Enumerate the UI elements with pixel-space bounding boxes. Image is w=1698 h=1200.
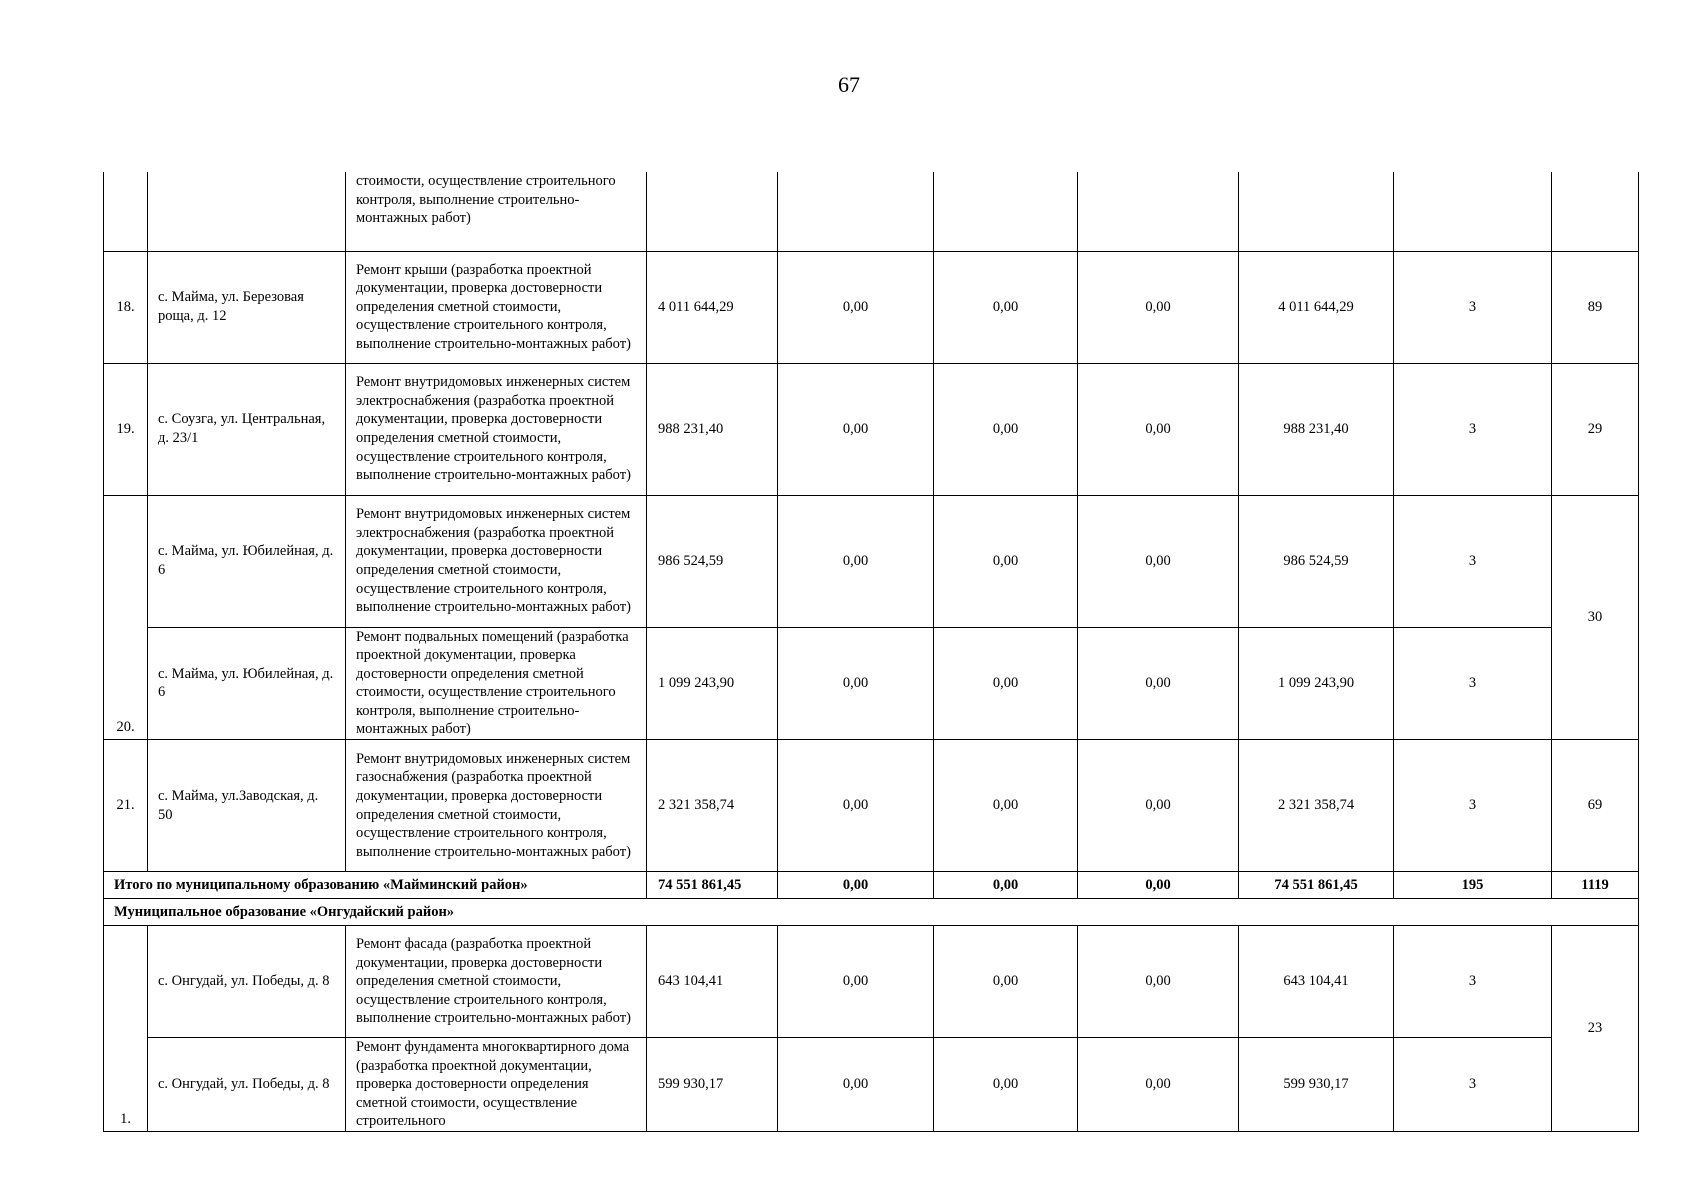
- work-description: Ремонт фундамента многоквартирного дома (разработка проектной документации, проверка достоверности определения сметной стоимости, осуществление строительного: [346, 1038, 647, 1132]
- total-label: Итого по муниципальному образованию «Майминский район»: [104, 872, 647, 899]
- cost-col-3: 0,00: [1078, 251, 1239, 363]
- cost-col-2: 0,00: [934, 363, 1078, 495]
- work-description: Ремонт фасада (разработка проектной документации, проверка достоверности определения сметной стоимости, осуществление строительного контроля, выполнение строительно-монтажных работ): [346, 926, 647, 1038]
- cost-col-1: 0,00: [778, 926, 934, 1038]
- cost-col-4: 643 104,41: [1239, 926, 1394, 1038]
- cost-col-3: 0,00: [1078, 627, 1239, 740]
- address: с. Майма, ул. Березовая роща, д. 12: [148, 251, 346, 363]
- cost-col-4: 986 524,59: [1239, 495, 1394, 627]
- total-cost: 988 231,40: [647, 363, 778, 495]
- address: с. Майма, ул.Заводская, д. 50: [148, 740, 346, 872]
- section-row: [104, 899, 1639, 926]
- count-col-1: 3: [1394, 926, 1552, 1038]
- row-number: 20.: [104, 495, 148, 740]
- count-col-1: 3: [1394, 495, 1552, 627]
- count-col-2: 23: [1552, 926, 1639, 1132]
- cost-col-1: 0,00: [778, 251, 934, 363]
- cost-col-1: 0,00: [778, 363, 934, 495]
- cost-col-4: 599 930,17: [1239, 1038, 1394, 1132]
- table-row: [104, 172, 1639, 251]
- capital-repair-table: [103, 172, 1639, 1132]
- work-description: стоимости, осуществление строительного контроля, выполнение строительно-монтажных работ): [346, 172, 647, 251]
- count-col-1: 3: [1394, 251, 1552, 363]
- section-title: Муниципальное образование «Онгудайский район»: [104, 899, 1639, 926]
- cost-col-4: 4 011 644,29: [1239, 251, 1394, 363]
- cost-col-1: 0,00: [778, 495, 934, 627]
- row-number: 21.: [104, 740, 148, 872]
- cost-col-1: 0,00: [778, 1038, 934, 1132]
- cost-col-3: 0,00: [1078, 872, 1239, 899]
- count-col-2: 69: [1552, 740, 1639, 872]
- cost-col-4: 2 321 358,74: [1239, 740, 1394, 872]
- total-cost: 986 524,59: [647, 495, 778, 627]
- cost-col-1: 0,00: [778, 627, 934, 740]
- cost-col-2: 0,00: [934, 627, 1078, 740]
- cost-col-1: 0,00: [778, 740, 934, 872]
- work-description: Ремонт внутридомовых инженерных систем газоснабжения (разработка проектной документации, проверка достоверности определения сметной стоимости, осуществление строительного контроля, выполнение строительно-монтажных работ): [346, 740, 647, 872]
- address: с. Соузга, ул. Центральная, д. 23/1: [148, 363, 346, 495]
- table-row: [104, 740, 1639, 872]
- row-number: 1.: [104, 926, 148, 1132]
- cost-col-4: 74 551 861,45: [1239, 872, 1394, 899]
- table-row: [104, 363, 1639, 495]
- address: с. Майма, ул. Юбилейная, д. 6: [148, 627, 346, 740]
- cost-col-2: 0,00: [934, 872, 1078, 899]
- cost-col-3: 0,00: [1078, 1038, 1239, 1132]
- cost-col-2: 0,00: [934, 926, 1078, 1038]
- count-col-2: 30: [1552, 495, 1639, 740]
- cost-col-4: 1 099 243,90: [1239, 627, 1394, 740]
- work-description: Ремонт внутридомовых инженерных систем электроснабжения (разработка проектной документации, проверка достоверности определения сметной стоимости, осуществление строительного контроля, выполнение строительно-монтажных работ): [346, 495, 647, 627]
- count-col-1: 3: [1394, 1038, 1552, 1132]
- table-row: [104, 251, 1639, 363]
- count-col-1: 195: [1394, 872, 1552, 899]
- work-description: Ремонт подвальных помещений (разработка проектной документации, проверка достоверности определения сметной стоимости, осуществление строительного контроля, выполнение строительно-монтажных работ): [346, 627, 647, 740]
- work-description: Ремонт внутридомовых инженерных систем электроснабжения (разработка проектной документации, проверка достоверности определения сметной стоимости, осуществление строительного контроля, выполнение строительно-монтажных работ): [346, 363, 647, 495]
- total-cost: 4 011 644,29: [647, 251, 778, 363]
- table-row: [104, 627, 1639, 740]
- cost-col-2: 0,00: [934, 1038, 1078, 1132]
- table-row: [104, 1038, 1639, 1132]
- cost-col-3: 0,00: [1078, 363, 1239, 495]
- total-cost: 599 930,17: [647, 1038, 778, 1132]
- address: с. Онгудай, ул. Победы, д. 8: [148, 1038, 346, 1132]
- cost-col-2: 0,00: [934, 740, 1078, 872]
- page-number: 67: [838, 72, 860, 97]
- cost-col-2: 0,00: [934, 251, 1078, 363]
- table-row: [104, 495, 1639, 627]
- work-description: Ремонт крыши (разработка проектной документации, проверка достоверности определения сметной стоимости, осуществление строительного контроля, выполнение строительно-монтажных работ): [346, 251, 647, 363]
- cost-col-2: 0,00: [934, 495, 1078, 627]
- total-cost: 2 321 358,74: [647, 740, 778, 872]
- row-number: 19.: [104, 363, 148, 495]
- count-col-2: 29: [1552, 363, 1639, 495]
- count-col-2: 1119: [1552, 872, 1639, 899]
- table-row: [104, 926, 1639, 1038]
- total-cost: 643 104,41: [647, 926, 778, 1038]
- count-col-1: 3: [1394, 740, 1552, 872]
- cost-col-1: 0,00: [778, 872, 934, 899]
- total-row: [104, 872, 1639, 899]
- cost-col-3: 0,00: [1078, 926, 1239, 1038]
- total-cost: 74 551 861,45: [647, 872, 778, 899]
- address: с. Онгудай, ул. Победы, д. 8: [148, 926, 346, 1038]
- cost-col-3: 0,00: [1078, 495, 1239, 627]
- cost-col-3: 0,00: [1078, 740, 1239, 872]
- address: с. Майма, ул. Юбилейная, д. 6: [148, 495, 346, 627]
- cost-col-4: 988 231,40: [1239, 363, 1394, 495]
- count-col-1: 3: [1394, 627, 1552, 740]
- count-col-2: 89: [1552, 251, 1639, 363]
- row-number: 18.: [104, 251, 148, 363]
- count-col-1: 3: [1394, 363, 1552, 495]
- total-cost: 1 099 243,90: [647, 627, 778, 740]
